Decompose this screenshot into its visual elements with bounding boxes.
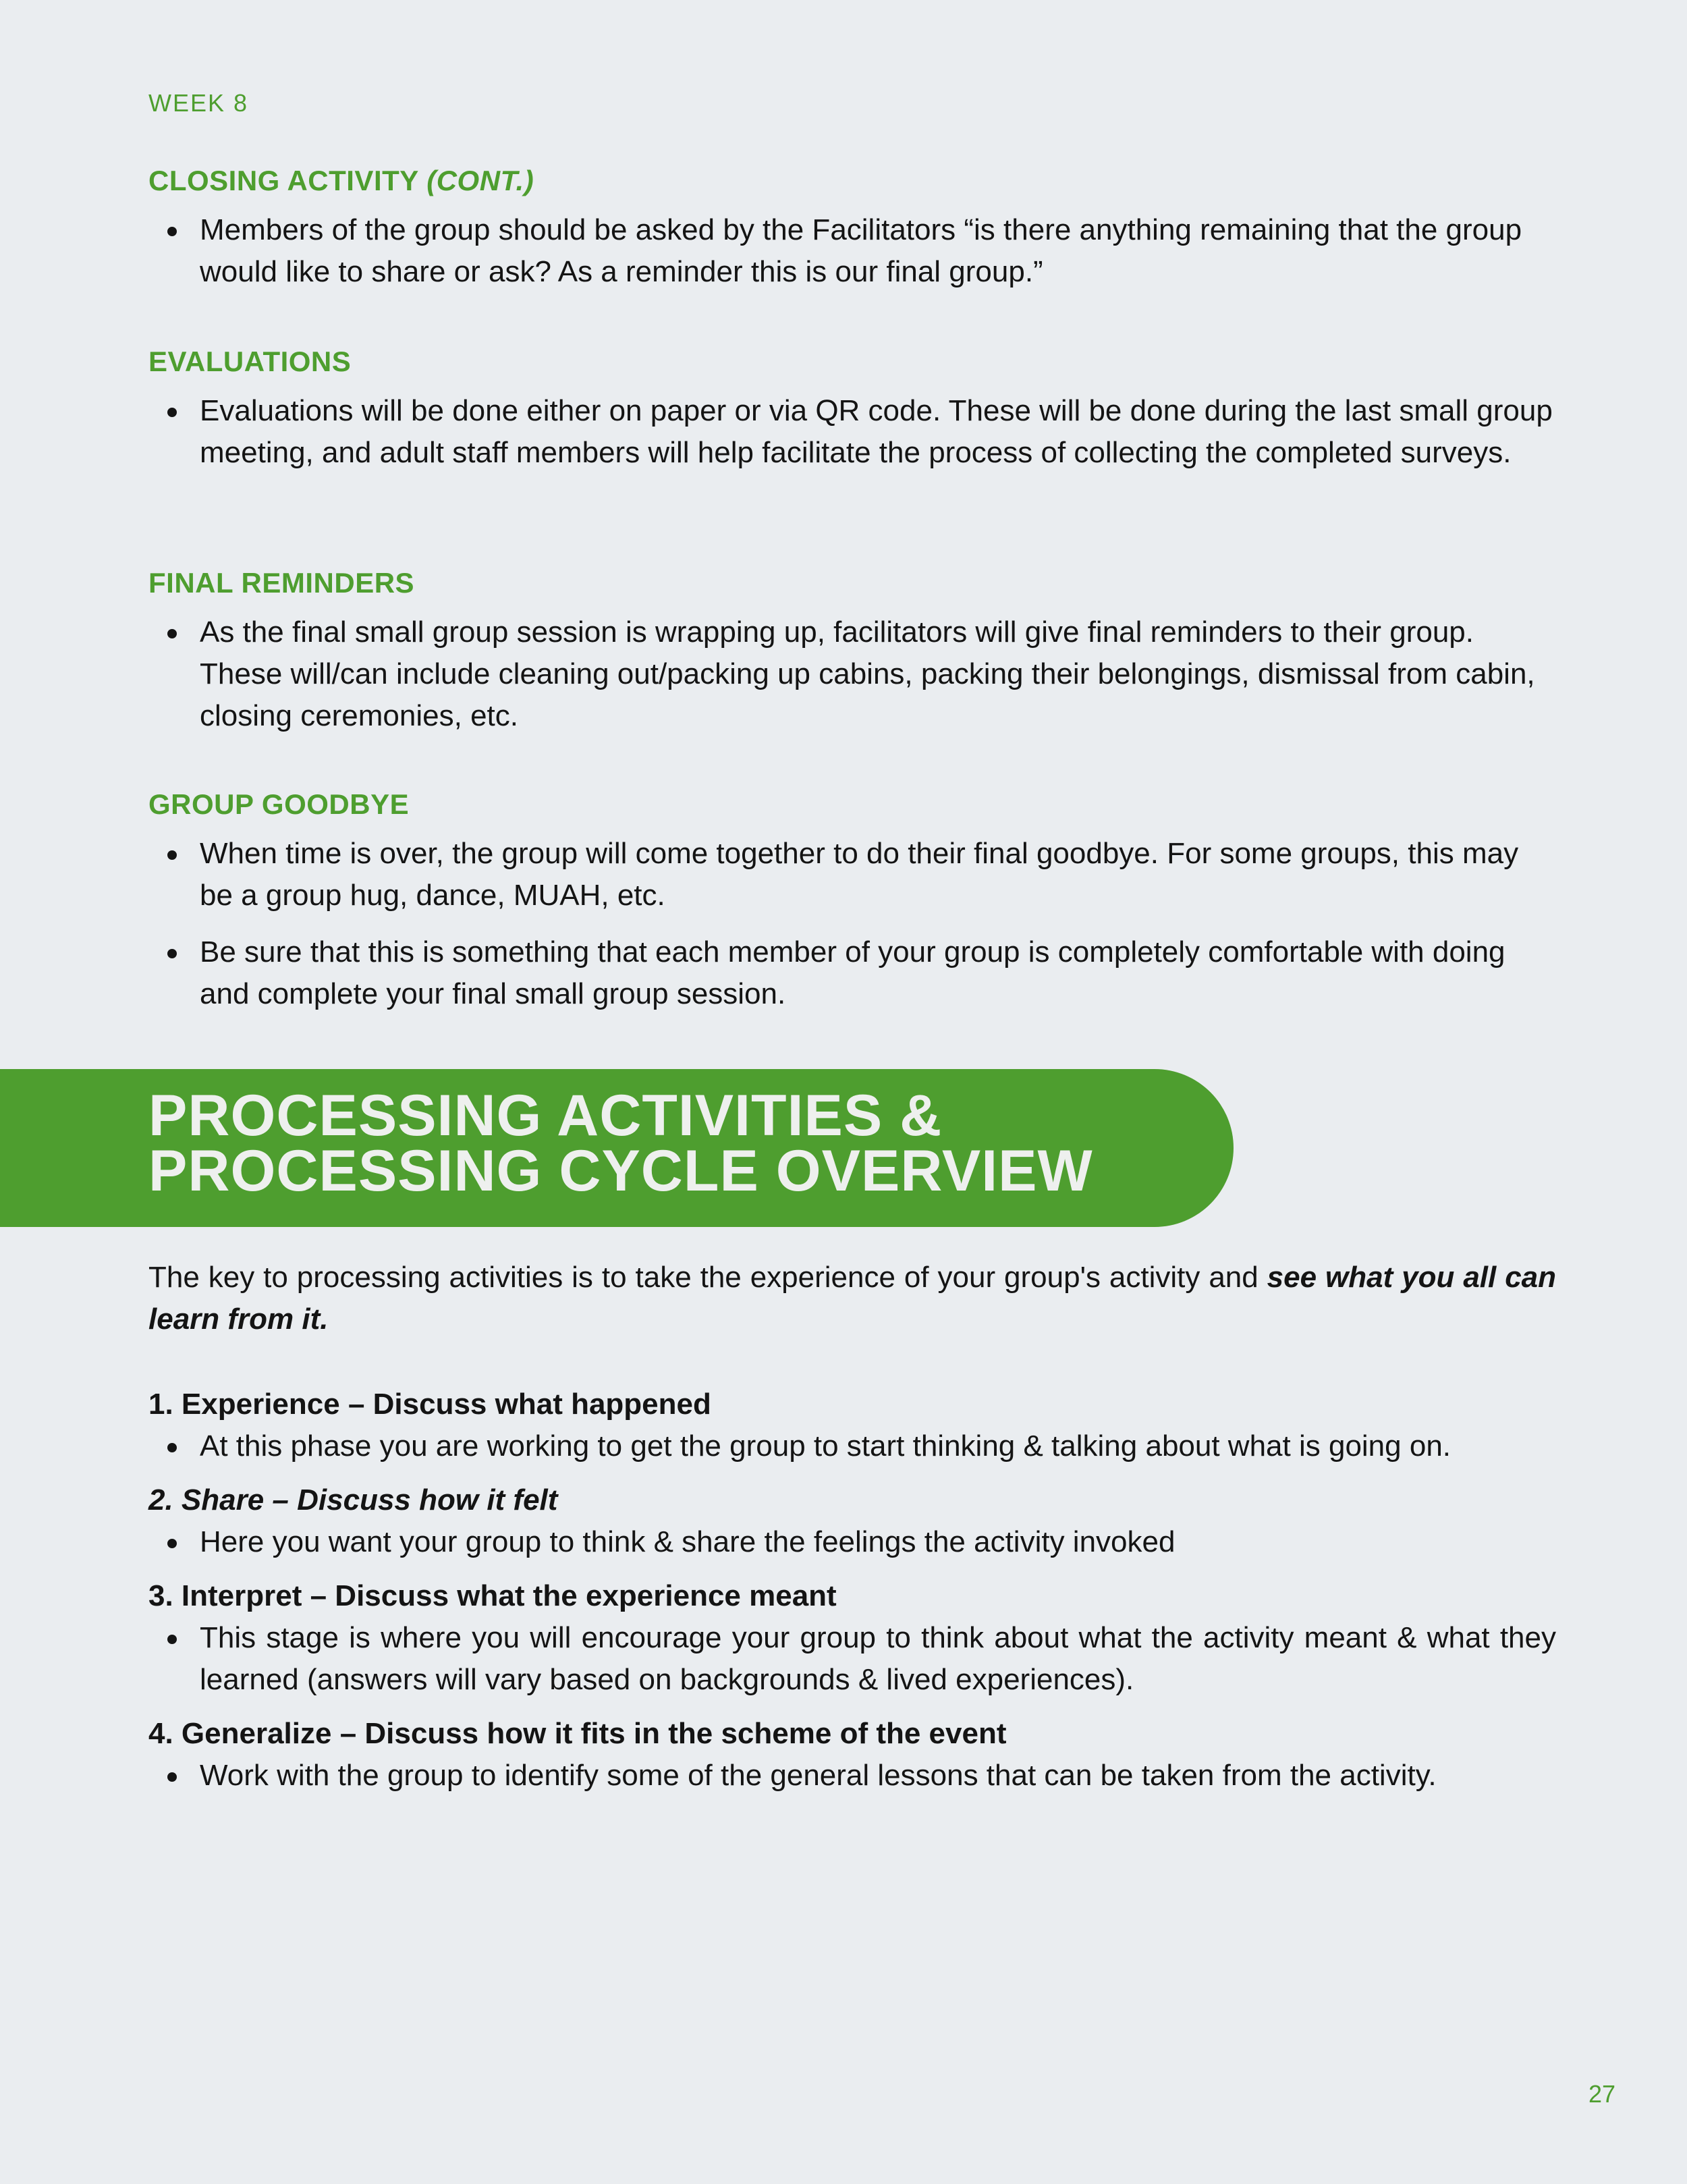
intro-paragraph xyxy=(148,1257,1556,1340)
banner-title-line-2: PROCESSING CYCLE OVERVIEW xyxy=(148,1139,1093,1203)
banner-title-line-1: PROCESSING ACTIVITIES & xyxy=(148,1083,943,1148)
step-title: 1. Experience – Discuss what happened xyxy=(148,1388,711,1421)
final-reminders-heading: FINAL REMINDERS xyxy=(148,567,415,599)
final-reminders-list xyxy=(148,611,1559,737)
final-reminders-section xyxy=(148,564,1559,752)
step-title: 4. Generalize – Discuss how it fits in the scheme of the event xyxy=(148,1717,1007,1750)
step-list xyxy=(148,1425,1556,1467)
section-banner xyxy=(0,1069,1234,1227)
step-generalize xyxy=(148,1713,1556,1797)
list-item: Here you want your group to think & share the feelings the activity invoked xyxy=(148,1521,1556,1563)
list-item: Members of the group should be asked by the Facilitators “is there anything remaining that the group would like to share or ask? As a reminder this is our final group.” xyxy=(148,209,1559,293)
step-experience xyxy=(148,1384,1556,1467)
group-goodbye-section xyxy=(148,786,1559,1030)
list-item: Be sure that this is something that each member of your group is completely comfortable with doing and complete your final small group session. xyxy=(148,931,1559,1015)
closing-activity-list xyxy=(148,209,1559,293)
group-goodbye-list xyxy=(148,833,1559,1015)
list-item: As the final small group session is wrapping up, facilitators will give final reminders to their group. These will/can include cleaning out/packing up cabins, packing their belongings, dismissal from cabin, closing ceremonies, etc. xyxy=(148,611,1559,737)
step-list xyxy=(148,1617,1556,1701)
list-item: When time is over, the group will come together to do their final goodbye. For some groups, this may be a group hug, dance, MUAH, etc. xyxy=(148,833,1559,917)
closing-activity-section xyxy=(148,162,1559,308)
processing-steps xyxy=(148,1384,1556,1809)
banner-title xyxy=(148,1083,1093,1203)
step-title: 3. Interpret – Discuss what the experience meant xyxy=(148,1579,837,1612)
step-list xyxy=(148,1755,1556,1797)
list-item: Evaluations will be done either on paper or via QR code. These will be done during the last small group meeting, and adult staff members will help facilitate the process of collecting the completed surveys. xyxy=(148,390,1559,474)
list-item: This stage is where you will encourage your group to think about what the activity meant & what they learned (answers will vary based on backgrounds & lived experiences). xyxy=(148,1617,1556,1701)
group-goodbye-heading: GROUP GOODBYE xyxy=(148,788,410,820)
evaluations-list xyxy=(148,390,1559,474)
evaluations-section xyxy=(148,343,1559,489)
closing-activity-heading xyxy=(148,162,1559,200)
closing-activity-heading-text: CLOSING ACTIVITY xyxy=(148,165,419,196)
closing-activity-heading-suffix: (CONT.) xyxy=(426,165,534,196)
list-item: Work with the group to identify some of the general lessons that can be taken from the activity. xyxy=(148,1755,1556,1797)
step-title: 2. Share – Discuss how it felt xyxy=(148,1483,558,1517)
week-label: WEEK 8 xyxy=(148,89,249,117)
page-number: 27 xyxy=(1588,2080,1615,2108)
intro-emphasis: see what you all can learn from it. xyxy=(148,1261,1557,1336)
step-share xyxy=(148,1479,1556,1563)
step-interpret xyxy=(148,1575,1556,1701)
step-list xyxy=(148,1521,1556,1563)
intro-text: The key to processing activities is to take the experience of your group's activity and xyxy=(148,1261,1267,1294)
list-item: At this phase you are working to get the group to start thinking & talking about what is going on. xyxy=(148,1425,1556,1467)
evaluations-heading: EVALUATIONS xyxy=(148,346,352,377)
